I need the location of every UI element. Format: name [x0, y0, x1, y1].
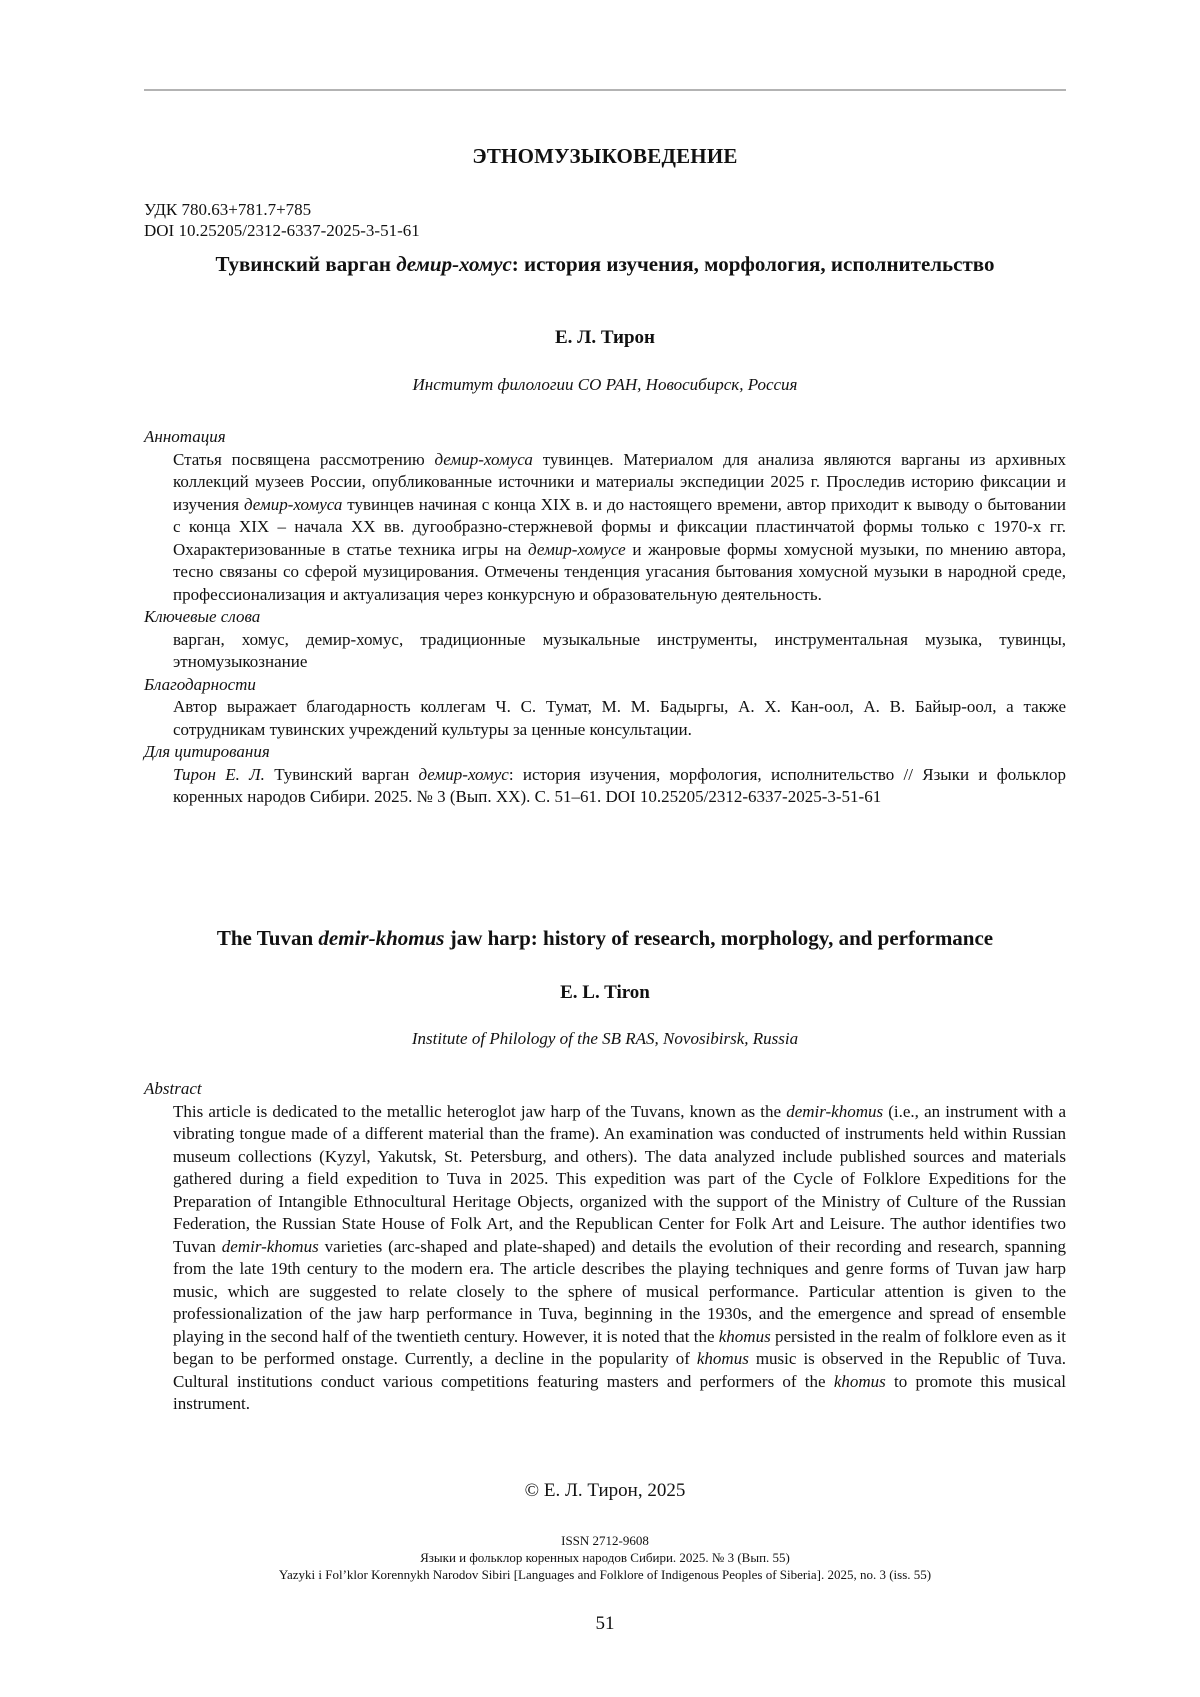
abstract-label-en: Abstract — [144, 1079, 202, 1098]
title-en-post: jaw harp: history of research, morphology, and performance — [444, 926, 994, 950]
cite-ru: Тирон Е. Л. Тувинский варган демир-хомус: история изучения, морфология, исполнительство // Языки и фольклор коренных народов Сибири. 2025. № 3 (Вып. XX). С. 51–61. DOI 10.25205/2312-6337-2025-3-51-61 — [173, 764, 1066, 806]
thanks-ru: Автор выражает благодарность коллегам Ч. С. Тумат, М. М. Бадыргы, А. Х. Кан-оол, А. В. Байыр-оол, а также сотрудникам тувинских учреждений культуры за ценные консультации. — [173, 697, 1066, 739]
title-en-em: demir-khomus — [318, 926, 445, 950]
title-ru-em: демир-хомус — [396, 252, 512, 276]
doi: DOI 10.25205/2312-6337-2025-3-51-61 — [144, 221, 420, 240]
abstract-text-en: This article is dedicated to the metallic heteroglot jaw harp of the Tuvans, known as the demir-khomus (i.e., an instrument with a vibrating tongue made of a different material than the frame). An examination was conducted of instruments held within Russian museum collections (Kyzyl, Yakutsk, St. Petersburg, and others). The data analyzed include published sources and materials gathered during a field expedition to Tuva in 2025. This expedition was part of the Cycle of Folklore Expeditions for the Preparation of Intangible Ethnocultural Heritage Objects, organized with the support of the Ministry of Culture of the Russian Federation, the Russian State House of Folk Art, and the Republican Center for Folk Art and Leisure. The author identifies two Tuvan demir-khomus varieties (arc-shaped and plate-shaped) and details the evolution of their recording and research, spanning from the late 19th century to the modern era. The article describes the playing techniques and genre forms of Tuvan jaw harp music, which are suggested to relate closely to the sphere of musical performance. Particular attention is given to the professionalization of the jaw harp performance in Tuva, beginning in the 1930s, and the emergence and spread of ensemble playing in the second half of the twentieth century. However, it is noted that the khomus persisted in the realm of folklore even as it began to be performed onstage. Currently, a decline in the popularity of khomus music is observed in the Republic of Tuva. Cultural institutions conduct various competitions featuring masters and performers of the khomus to promote this musical instrument. — [173, 1101, 1066, 1413]
thanks-label-ru: Благодарности — [144, 674, 256, 694]
article-title-ru — [144, 252, 1066, 277]
title-ru-post: : история изучения, морфология, исполнительство — [511, 252, 995, 276]
page-number: 51 — [595, 1613, 615, 1634]
udk-code: УДК 780.63+781.7+785 — [144, 200, 312, 219]
cite-label-ru: Для цитирования — [144, 742, 270, 761]
keywords-label-ru: Ключевые слова — [144, 607, 261, 626]
author-en: E. L. Tiron — [560, 982, 650, 1003]
abstract-en — [144, 1078, 1066, 1416]
title-en-pre: The Tuvan — [216, 926, 319, 950]
abstract-label-ru: Аннотация — [144, 427, 226, 446]
article-title-en — [144, 926, 1066, 951]
issn: ISSN 2712-9608 — [561, 1533, 649, 1548]
journal-title-en: Yazyki i Fol’klor Korennykh Narodov Sibiri [Languages and Folklore of Indigenous Peoples of Siberia]. 2025, no. 3 (iss. 55) — [278, 1567, 932, 1582]
header-rule — [144, 89, 1066, 91]
article-identifiers — [144, 199, 420, 241]
title-ru-pre: Тувинский варган — [215, 252, 397, 276]
author-ru: Е. Л. Тирон — [555, 327, 655, 348]
annotation-ru — [144, 426, 1066, 809]
abstract-text-ru: Статья посвящена рассмотрению демир-хомуса тувинцев. Материалом для анализа являются варганы из архивных коллекций музеев России, опубликованные источники и материалы экспедиции 2025 г. Проследив историю фиксации и изучения демир-хомуса тувинцев начиная с конца XIX в. и до настоящего времени, автор приходит к выводу о бытовании с конца XIX – начала XX вв. дугообразно-стержневой формы и фиксации пластинчатой формы только с 1970-х гг. Охарактеризованные в статье техника игры на демир-хомусе и жанровые формы хомусной музыки, по мнению автора, тесно связаны со сферой музицирования. Отмечены тенденция угасания бытования хомусной музыки в народной среде, профессионализация и актуализация через конкурсную и образовательную деятельность. — [173, 449, 1066, 604]
journal-title-ru: Языки и фольклор коренных народов Сибири. 2025. № 3 (Вып. 55) — [420, 1550, 790, 1565]
copyright: © Е. Л. Тирон, 2025 — [524, 1480, 686, 1501]
affiliation-en: Institute of Philology of the SB RAS, Novosibirsk, Russia — [411, 1029, 799, 1048]
affiliation-ru: Институт филологии СО РАН, Новосибирск, Россия — [412, 375, 798, 394]
section-heading: ЭТНОМУЗЫКОВЕДЕНИЕ — [472, 144, 738, 168]
journal-footer — [144, 1532, 1066, 1583]
keywords-ru: варган, хомус, демир-хомус, традиционные музыкальные инструменты, инструментальная музыка, тувинцы, этномузыкознание — [173, 629, 1066, 671]
